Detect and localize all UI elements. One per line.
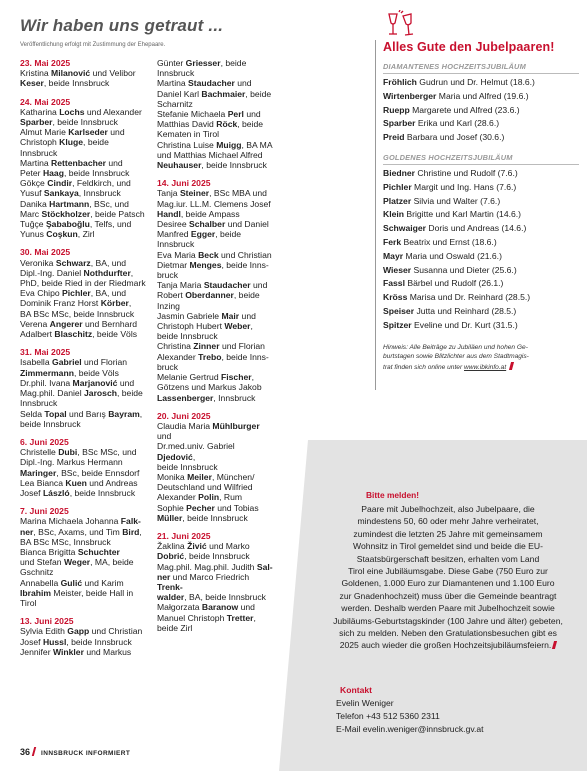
wedding-entry-line: Lassenberger, Innsbruck — [157, 392, 256, 403]
wedding-date: 30. Mai 2025 — [20, 247, 71, 258]
gold-list — [383, 167, 579, 333]
wedding-entry-line: bruck — [157, 270, 179, 281]
wedding-entry-line: Martina Rettenbacher und — [20, 157, 123, 168]
wedding-entry-line: Jennifer Winkler und Markus — [20, 646, 132, 657]
diamond-list — [383, 76, 579, 145]
wedding-entry-line: Innsbruck — [20, 398, 58, 409]
meldung-line: zur Gnadenhochzeit) muss über die Gemeinde beantragt — [339, 590, 557, 601]
wedding-entry-line: Müller, beide Innsbruck — [157, 512, 248, 523]
jubilee-couple: Ferk Beatrix und Ernst (18.6.) — [383, 236, 497, 247]
page-number: 36 — [20, 747, 31, 757]
jubilee-couple: Klein Brigitte und Karl Martin (14.6.) — [383, 209, 522, 220]
jubilee-hint: Hinweis: Alle Beiträge zu Jubiläen und hohen Ge- burtstagen sowie Blitzlichter aus dem Stadtmagis- trat finden sich online unter www.ibkinfo.at — [383, 343, 529, 371]
wedding-entry-line: Dominik Franz Horst Körber, — [20, 298, 132, 309]
wedding-entry-line: Eva Chipo Pichler, BA, und — [20, 288, 127, 299]
wedding-entry-line: Christina Zinner und Florian — [157, 341, 265, 352]
wedding-entry-line: Stefanie Michaela Perl und — [157, 109, 261, 120]
wedding-date-group — [20, 58, 148, 89]
wedding-entry-line: Martina Staudacher und — [157, 78, 252, 89]
wedding-entry-line: Almut Marie Karlseder und — [20, 127, 125, 138]
weddings-column-left — [20, 58, 148, 665]
meldung-line: Staatsbürgerschaft besitzen, erhalten vom Land — [356, 553, 540, 564]
wedding-entry-line: Kematen in Tirol — [157, 129, 220, 140]
wedding-entry-line: Zimmermann, beide Völs — [20, 367, 119, 378]
jubilee-couple: Wirtenberger Maria und Alfred (19.6.) — [383, 90, 529, 101]
meldung-line: Jubiläums-Geburtstagskinder (100 Jahre und älter) gebeten, — [333, 615, 563, 626]
jubilee-couple: Platzer Silvia und Walter (7.6.) — [383, 195, 501, 206]
wedding-entry-line: Sophie Pecher und Tobias — [157, 502, 259, 513]
wedding-entry-line: Tanja Steiner, BSc MBA und — [157, 188, 267, 199]
wedding-entry-line: Marina Michaela Johanna Falk- — [20, 516, 141, 527]
wedding-entry-line: Tuğçe Şababoğlu, Telfs, und — [20, 219, 132, 230]
info-panel-edge — [279, 440, 308, 771]
wedding-entry-line: Danika Hartmann, BSc, und — [20, 198, 129, 209]
wedding-entry-line: Dr.phil. Ivana Marjanović und — [20, 377, 135, 388]
wedding-entry-line: Annabella Gulić und Karim — [20, 577, 124, 588]
wedding-entry-line: Sylvia Edith Gapp und Christian — [20, 626, 143, 637]
jubilee-title: Alles Gute den Jubelpaaren! — [383, 40, 555, 54]
wedding-entry-line: Inzing — [157, 300, 180, 311]
wedding-date-group — [157, 411, 275, 523]
jubilee-couple: Fassl Bärbel und Rudolf (26.1.) — [383, 278, 504, 289]
wedding-entry-line: Mag.phil. Daniel Jarosch, beide — [20, 388, 143, 399]
jubilee-couple: Schwaiger Doris und Andreas (14.6.) — [383, 223, 527, 234]
jubilee-couple: Speiser Jutta und Reinhard (28.5.) — [383, 305, 517, 316]
jubilee-panel — [383, 40, 579, 372]
wedding-date: 24. Mai 2025 — [20, 96, 71, 107]
wedding-entry-line: Ibrahim Meister, beide Hall in — [20, 587, 134, 598]
wedding-entry-line: Dr.med.univ. Gabriel Djedović, — [157, 441, 235, 462]
wedding-entry-line: und Stefan Weger, MA, beide — [20, 557, 134, 568]
meldung-text — [316, 503, 580, 652]
kontakt-phone: Telefon +43 512 5360 2311 — [336, 711, 440, 721]
wedding-entry-line: Kristina Milanović und Velibor — [20, 68, 136, 79]
page-title: Wir haben uns getraut ... — [20, 16, 224, 35]
meldung-line: Wohnsitz in Tirol gemeldet sind und beide die EU- — [353, 541, 543, 552]
wedding-entry-line: Maringer, BSc, beide Ennsdorf — [20, 467, 140, 478]
wedding-entry-line: Peter Haag, beide Innsbruck — [20, 168, 130, 179]
footer-brand: INNSBRUCK INFORMIERT — [41, 750, 131, 757]
meldung-line: werden. Deshalb werden Paare mit Jubelhochzeit sowie — [341, 603, 555, 614]
wedding-date-group — [20, 97, 148, 240]
end-mark-icon — [552, 641, 557, 649]
kontakt-name: Evelin Weniger — [336, 698, 394, 708]
wedding-date-group — [20, 247, 148, 339]
page-footer — [20, 747, 130, 757]
wedding-date-group — [20, 437, 148, 498]
wedding-entry-line: Matthias David Röck, beide — [157, 119, 264, 130]
wedding-entry-line: Claudia Maria Mühlburger und — [157, 420, 260, 442]
wedding-entry-line: Deutschland und Wilfried — [157, 482, 253, 493]
wedding-entry-line: walder, BA, beide Innsbruck — [157, 592, 266, 603]
jubilee-couple: Mayr Maria und Oswald (21.6.) — [383, 250, 502, 261]
wedding-entry-line: Alexander Polin, Rum — [157, 492, 243, 503]
wedding-date-group — [157, 531, 275, 633]
wedding-entry-line: BA BSc MSc, Innsbruck — [20, 536, 111, 547]
wedding-entry-line: Manfred Egger, beide Innsbruck — [157, 229, 242, 250]
wedding-entry-line: Melanie Gertrud Fischer, — [157, 372, 254, 383]
wedding-entry-line: Alexander Trebo, beide Inns- — [157, 351, 269, 362]
wedding-entry-line: Robert Oberdanner, beide — [157, 290, 260, 301]
wedding-entry-line: Gschnitz — [20, 567, 54, 578]
wedding-entry-line: Innsbruck — [20, 147, 58, 158]
wedding-date: 23. Mai 2025 — [20, 58, 71, 68]
wedding-entry-line: Josef László, beide Innsbruck — [20, 487, 136, 498]
wedding-entry-line: Bianca Brigitta Schuchter — [20, 546, 120, 557]
wedding-entry-line: Mag.phil. Mag.phil. Judith Sal- — [157, 561, 273, 572]
wedding-entry-line: Dietmar Menges, beide Inns- — [157, 259, 269, 270]
jubilee-couple: Sparber Erika und Karl (28.6.) — [383, 118, 500, 129]
wedding-entry-line: Tirol — [20, 597, 37, 608]
wedding-entry-line: Mag.iur. LL.M. Clemens Josef — [157, 198, 271, 209]
wedding-date: 7. Juni 2025 — [20, 506, 69, 517]
wedding-entry-line: Dobrić, beide Innsbruck — [157, 551, 250, 562]
meldung-line: mindestens 50, 60 oder mehr Jahre verheiratet, — [357, 516, 539, 527]
wedding-date: 13. Juni 2025 — [20, 616, 74, 627]
wedding-entry-line: Handl, beide Ampass — [157, 208, 240, 219]
wedding-entry-line: Małgorzata Baranow und — [157, 602, 255, 613]
diamond-section-label: DIAMANTENES HOCHZEITSJUBILÄUM — [383, 62, 579, 74]
wedding-entry-line: Žaklina Živić und Marko — [157, 541, 250, 552]
jubilee-couple: Wieser Susanna und Dieter (25.6.) — [383, 264, 517, 275]
meldung-line: Goldenen, 1.000 Euro zur Diamantenen und 1.100 Euro — [341, 578, 555, 589]
weddings-column-right — [157, 58, 275, 641]
wedding-entry-line: Manuel Christoph Tretter, — [157, 612, 256, 623]
gold-section-label: GOLDENES HOCHZEITSJUBILÄUM — [383, 153, 579, 165]
wedding-entry-line: beide Innsbruck — [20, 418, 81, 429]
wedding-entry-line: Yunus Coşkun, Zirl — [20, 229, 95, 240]
wedding-date: 21. Juni 2025 — [157, 530, 211, 541]
wedding-entry-line: Monika Meiler, München/ — [157, 471, 255, 482]
wedding-entry-line: Marc Stöckholzer, beide Patsch — [20, 208, 145, 219]
jubilee-couple: Kröss Marisa und Dr. Reinhard (28.5.) — [383, 292, 531, 303]
wedding-entry-line: Christelle Dubi, BSc MSc, und — [20, 447, 137, 458]
wedding-entry-line: Scharnitz — [157, 98, 193, 109]
wedding-entry-line: Veronika Schwarz, BA, und — [20, 257, 127, 268]
column-divider — [375, 40, 376, 390]
wedding-date-group — [157, 58, 275, 170]
jubilee-couple: Ruepp Margarete und Alfred (23.6.) — [383, 104, 520, 115]
wedding-entry-line: BA BSc MSc, beide Innsbruck — [20, 308, 135, 319]
meldung-line: Tirol eine Jubiläumsgabe. Diese Gabe (750 Euro zur — [348, 566, 548, 577]
wedding-entry-line: Götzens und Markus Jakob — [157, 382, 262, 393]
wedding-entry-line: Yusuf Sankaya, Innsbruck — [20, 188, 121, 199]
jubilee-couple: Biedner Christine und Rudolf (7.6.) — [383, 167, 518, 178]
kontakt-email: E-Mail evelin.weniger@innsbruck.gv.at — [336, 724, 484, 734]
wedding-entry-line: Tanja Maria Staudacher und — [157, 280, 268, 291]
wedding-entry-line: Daniel Karl Bachmaier, beide — [157, 88, 272, 99]
wedding-date: 20. Juni 2025 — [157, 410, 211, 421]
wedding-entry-line: Christoph Hubert Weber, — [157, 321, 253, 332]
wedding-entry-line: Jasmin Gabriele Mair und — [157, 310, 256, 321]
wedding-date-group — [157, 178, 275, 402]
ibkinfo-link[interactable]: www.ibkinfo.at — [464, 363, 507, 371]
wedding-entry-line: bruck — [157, 361, 179, 372]
wedding-entry-line: Dipl.-Ing. Daniel Nothdurfter, — [20, 267, 134, 278]
wedding-date-group — [20, 347, 148, 429]
meldung-title: Bitte melden! — [366, 490, 420, 500]
end-mark-icon — [509, 362, 514, 370]
wedding-date: 6. Juni 2025 — [20, 436, 69, 447]
meldung-line: Paare mit Jubelhochzeit, also Jubelpaare, die — [361, 504, 535, 514]
jubilee-couple: Pichler Margit und Ing. Hans (7.6.) — [383, 181, 517, 192]
wedding-entry-line: Neuhauser, beide Innsbruck — [157, 160, 267, 171]
wedding-date: 14. Juni 2025 — [157, 178, 211, 189]
page-subtitle: Veröffentlichung erfolgt mit Zustimmung der Ehepaare. — [20, 42, 166, 48]
wedding-entry-line: Adalbert Blaschitz, beide Völs — [20, 329, 138, 340]
wedding-entry-line: ner und Marco Friedrich Trenk- — [157, 571, 250, 592]
wedding-entry-line: Gökçe Cindir, Feldkirch, und — [20, 178, 131, 189]
wedding-entry-line: beide Zirl — [157, 622, 193, 633]
meldung-line: sich zu melden. Neben den Gratulationsbesuchen gibt es — [339, 628, 557, 639]
wedding-entry-line: Josef Hussl, beide Innsbruck — [20, 636, 132, 647]
jubilee-couple: Fröhlich Gudrun und Dr. Helmut (18.6.) — [383, 77, 535, 87]
wedding-entry-line: Günter Griesser, beide — [157, 58, 247, 68]
wedding-entry-line: beide Innsbruck — [157, 461, 218, 472]
wedding-entry-line: beide Innsbruck — [157, 331, 218, 342]
wedding-date: 31. Mai 2025 — [20, 347, 71, 358]
wedding-entry-line: Lea Bianca Kuen und Andreas — [20, 477, 138, 488]
wedding-entry-line: Verena Angerer und Bernhard — [20, 318, 138, 329]
wedding-date-group — [20, 616, 148, 657]
meldung-line: 2025 auch wieder die großen Hochzeitsjubiläumsfeiern. — [316, 639, 580, 651]
wedding-entry-line: Eva Maria Beck und Christian — [157, 249, 272, 260]
wedding-entry-line: Dipl.-Ing. Markus Hermann — [20, 457, 123, 468]
wedding-entry-line: Christina Luise Muigg, BA MA — [157, 139, 273, 150]
wedding-entry-line: Selda Topal und Barış Bayram, — [20, 408, 143, 419]
wedding-entry-line: ner, BSc, Axams, und Tim Bird, — [20, 526, 142, 537]
wedding-entry-line: Katharina Lochs und Alexander — [20, 106, 142, 117]
wedding-entry-line: Innsbruck — [157, 68, 195, 79]
jubilee-couple: Spitzer Eveline und Dr. Kurt (31.5.) — [383, 319, 518, 330]
footer-divider — [32, 747, 36, 756]
wedding-date-group — [20, 506, 148, 608]
wedding-entry-line: und Matthias Michael Alfred — [157, 149, 263, 160]
kontakt-title: Kontakt — [340, 685, 372, 695]
champagne-glasses-icon — [383, 10, 419, 38]
wedding-entry-line: Christoph Kluge, beide — [20, 137, 109, 148]
wedding-entry-line: Keser, beide Innsbruck — [20, 78, 110, 89]
meldung-line: zumindest die letzten 25 Jahre mit gemeinsamem — [353, 528, 543, 539]
wedding-entry-line: Isabella Gabriel und Florian — [20, 357, 128, 368]
wedding-entry-line: Desiree Schalber und Daniel — [157, 219, 269, 230]
jubilee-couple: Preid Barbara und Josef (30.6.) — [383, 132, 505, 143]
wedding-entry-line: PhD, beide Ried in der Riedmark — [20, 278, 146, 289]
wedding-entry-line: Sparber, beide Innsbruck — [20, 117, 118, 128]
